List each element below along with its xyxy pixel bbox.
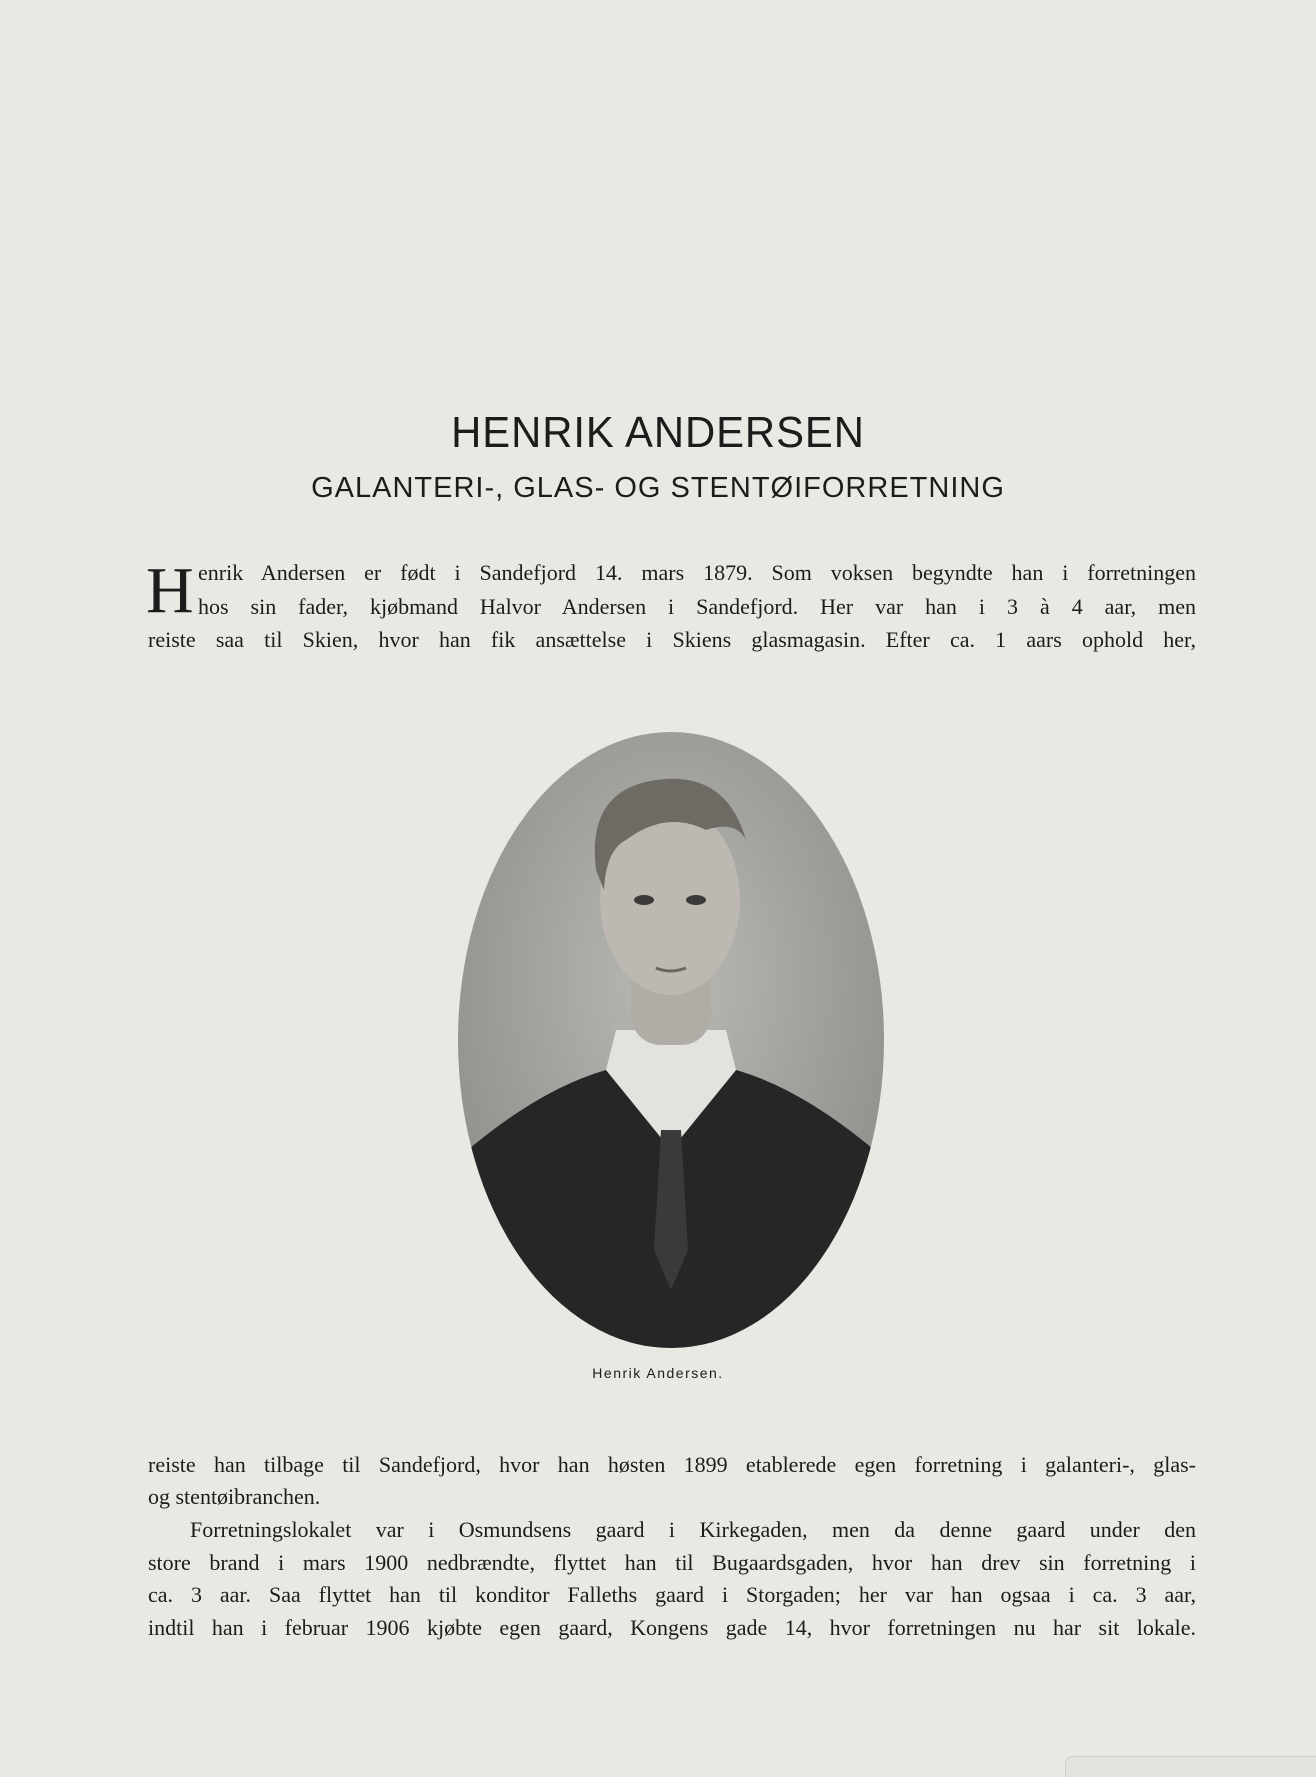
body-line: ca. 3 aar. Saa flyttet han til konditor Falleths gaard i Storgaden; her var han ogsaa i ca. 3 aar, (148, 1582, 1196, 1607)
page-subtitle: GALANTERI-, GLAS- OG STENTØIFORRETNING (311, 472, 1005, 504)
page-title: HENRIK ANDERSEN (451, 408, 865, 457)
body-line: og stentøibranchen. (148, 1484, 321, 1509)
portrait-photo (456, 730, 886, 1350)
drop-cap: H (146, 554, 194, 627)
body-line: reiste han tilbage til Sandefjord, hvor han høsten 1899 etablerede egen forretning i galanteri-, glas- (148, 1452, 1196, 1477)
body-line: store brand i mars 1900 nedbrændte, flyttet han til Bugaardsgaden, hvor han drev sin forretning i (148, 1550, 1196, 1575)
body-line: Forretningslokalet var i Osmundsens gaard i Kirkegaden, men da denne gaard under den (190, 1517, 1196, 1542)
intro-line: hos sin fader, kjøbmand Halvor Andersen i Sandefjord. Her var han i 3 à 4 aar, men (198, 594, 1196, 619)
body-line: indtil han i februar 1906 kjøbte egen gaard, Kongens gade 14, hvor forretningen nu har sit lokale. (148, 1615, 1196, 1640)
intro-line: reiste saa til Skien, hvor han fik ansættelse i Skiens glasmagasin. Efter ca. 1 aars ophold her, (148, 627, 1196, 652)
page-edge (1065, 1756, 1316, 1777)
intro-line: enrik Andersen er født i Sandefjord 14. mars 1879. Som voksen begyndte han i forretningen (198, 560, 1196, 585)
photo-caption: Henrik Andersen. (592, 1365, 724, 1381)
